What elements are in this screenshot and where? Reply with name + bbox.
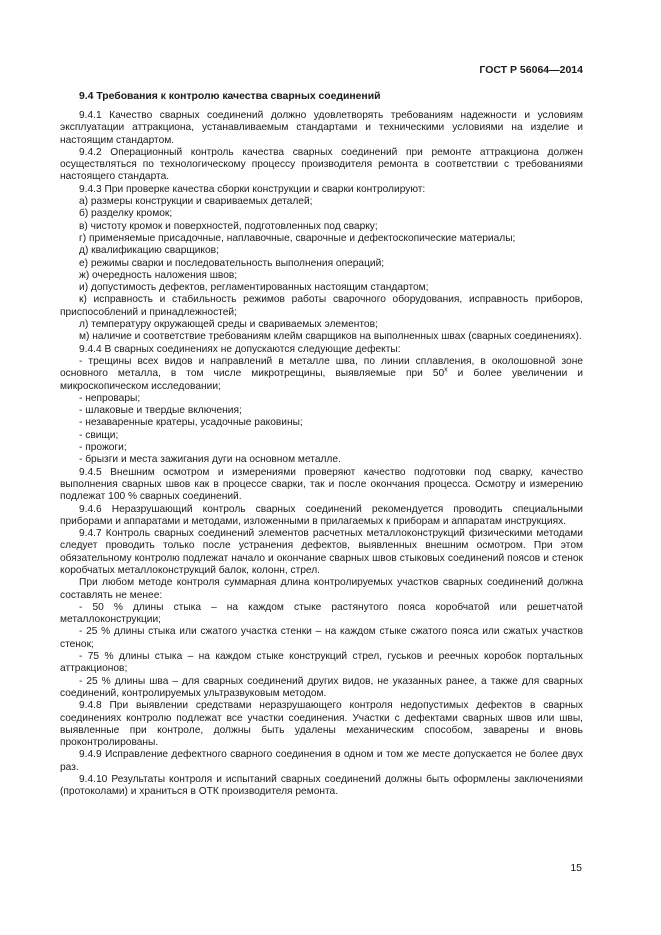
paragraph-list xyxy=(60,110,583,799)
paragraph: - 50 % длины стыка – на каждом стыке растянутого пояса коробчатой или решетчатой металлоконструкции; xyxy=(60,601,583,626)
paragraph: в) чистоту кромок и поверхностей, подготовленных под сварку; xyxy=(79,220,378,232)
superscript: x xyxy=(444,366,448,374)
paragraph: - 75 % длины стыка – на каждом стыке конструкций стрел, гуськов и реечных коробок портальных аттракционов; xyxy=(60,651,583,675)
document-header: ГОСТ Р 56064—2014 xyxy=(479,64,583,76)
page-number: 15 xyxy=(570,862,582,874)
paragraph: 9.4.7 Контроль сварных соединений элементов расчетных металлоконструкций физическими методами следует проводить только после устранения дефектов, выявленных внешним осмотром. При этом обязательному контролю подлежат начало и окончание сварных швов стыковых соединений поясов и стенок коробчатых металлоконструкций балок, колонн, стрел. xyxy=(60,528,583,576)
paragraph: г) применяемые присадочные, наплавочные, сварочные и дефектоскопические материалы; xyxy=(79,232,516,244)
paragraph: ж) очередность наложения швов; xyxy=(79,269,238,281)
paragraph: е) режимы сварки и последовательность выполнения операций; xyxy=(79,257,385,269)
paragraph: 9.4.10 Результаты контроля и испытаний сварных соединений должны быть оформлены заключениями (протоколами) и храниться в ОТК производителя ремонта. xyxy=(60,774,583,798)
paragraph: 9.4.6 Неразрушающий контроль сварных соединений рекомендуется проводить специальными приборами и аппаратами и методами, изложенными в прилагаемых к приборам и аппаратам инструкциях. xyxy=(60,503,583,527)
paragraph: При любом методе контроля суммарная длина контролируемых участков сварных соединений должна составлять не менее: xyxy=(60,577,583,601)
paragraph: 9.4.1 Качество сварных соединений должно удовлетворять требованиям надежности и условиям эксплуатации аттракциона, устанавливаемым стандартами и техническими условиями на изделие и настоящим стандартом. xyxy=(60,110,583,146)
paragraph: - 25 % длины стыка или сжатого участка стенки – на каждом стыке сжатого пояса или сжатых участков стенок; xyxy=(60,626,583,650)
paragraph: - незаваренные кратеры, усадочные раковины; xyxy=(79,417,303,429)
paragraph: - прожоги; xyxy=(79,442,127,454)
section-heading: 9.4 Требования к контролю качества сварных соединений xyxy=(79,91,381,102)
paragraph: б) разделку кромок; xyxy=(79,208,173,220)
paragraph: 9.4.9 Исправление дефектного сварного соединения в одном и том же месте допускается не более двух раз. xyxy=(60,749,583,773)
paragraph: л) температуру окружающей среды и свариваемых элементов; xyxy=(79,319,378,331)
paragraph: м) наличие и соответствие требованиям клейм сварщиков на выполненных швах (сварных соединениях). xyxy=(79,331,582,343)
paragraph: 9.4.3 При проверке качества сборки конструкции и сварки контролируют: xyxy=(79,183,426,195)
paragraph: - 25 % длины шва – для сварных соединений других видов, не указанных ранее, а также для сварных соединений, контролируемых ультразвуковым методом. xyxy=(60,675,583,699)
paragraph: 9.4.8 При выявлении средствами неразрушающего контроля недопустимых дефектов в сварных соединениях контролю подлежат все участки соединения. Участки с дефектами сварных швов или швы, выявленные при контроле, должны быть удалены механическим способом, заварены и вновь проконтролированы. xyxy=(60,700,583,749)
paragraph: - брызги и места зажигания дуги на основном металле. xyxy=(79,454,341,466)
paragraph: к) исправность и стабильность режимов работы сварочного оборудования, исправность приборов, приспособлений и принадлежностей; xyxy=(60,294,583,318)
paragraph: - трещины всех видов и направлений в металле шва, по линии сплавления, в околошовной зоне основного металла, в том числе микротрещины, выявляемые при 50$^x$ и более увеличении и микроскопическом исследовании; xyxy=(60,355,584,392)
paragraph: - шлаковые и твердые включения; xyxy=(79,405,242,417)
paragraph: а) размеры конструкции и свариваемых деталей; xyxy=(79,196,313,208)
paragraph: д) квалификацию сварщиков; xyxy=(79,245,219,257)
document-body xyxy=(60,90,583,799)
paragraph: 9.4.4 В сварных соединениях не допускаются следующие дефекты: xyxy=(79,343,401,355)
paragraph: 9.4.5 Внешним осмотром и измерениями проверяют качество подготовки под сварку, качество выполнения сварных швов как в процессе сварки, так и после окончания процесса. Осмотру и измерению подлежат 100 % сварных соединений. xyxy=(60,466,583,503)
paragraph: - непровары; xyxy=(79,392,141,404)
paragraph: - свищи; xyxy=(79,429,119,441)
paragraph: 9.4.2 Операционный контроль качества сварных соединений при ремонте аттракциона должен осуществляться по технологическому процессу производителя ремонта в соответствии с требованиями настоящего стандарта. xyxy=(60,146,583,183)
paragraph: и) допустимость дефектов, регламентированных настоящим стандартом; xyxy=(79,282,429,294)
